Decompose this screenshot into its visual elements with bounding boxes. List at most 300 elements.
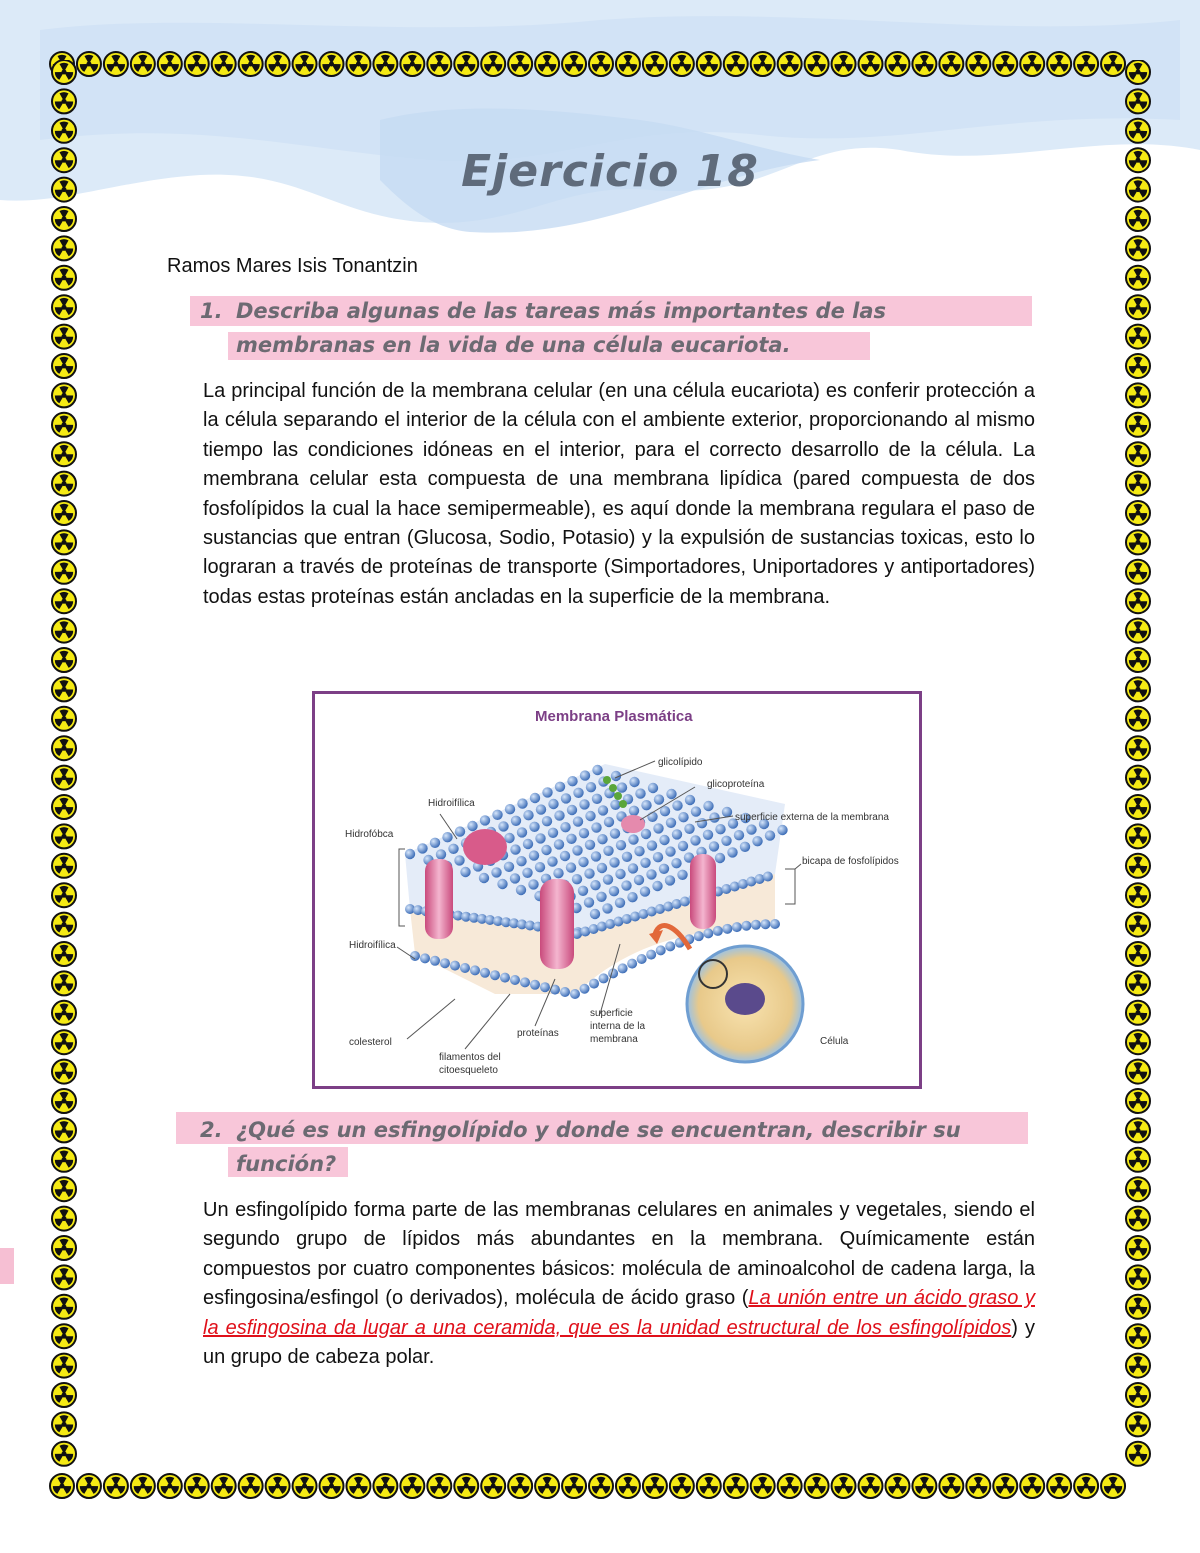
phospholipid-head [640,886,650,896]
radiation-icon [52,1001,76,1025]
radiation-icon [52,1265,76,1289]
radiation-icon [912,52,936,76]
radiation-icon [454,52,478,76]
radiation-icon [373,1474,397,1498]
phospholipid-head [653,823,663,833]
phospholipid-head [727,847,737,857]
radiation-icon [52,60,76,84]
left-radiation-border [44,60,84,1490]
phospholipid-head [580,984,590,994]
radiation-icon [266,52,290,76]
radiation-icon [52,913,76,937]
label-hidrofobica: Hidrofóbca [345,829,394,840]
phospholipid-head [528,879,538,889]
channel-protein-right [690,854,716,929]
cell-nucleus [725,983,765,1015]
phospholipid-head [430,956,440,966]
phospholipid-head [648,783,658,793]
radiation-icon [1126,1060,1150,1084]
radiation-icon [1126,383,1150,407]
answer2-part1: Un esfingolípido forma parte de las membranas celulares en animales y vegetales, siendo el segundo grupo de lípidos más abundantes en la membrana. Químicamente están compuestos por cuatro componentes básicos: molécula de aminoalcohol de cadena larga, la esfingosina/esfingol (o derivados), molécula de ácido graso ( [203,1199,1035,1310]
phospholipid-head [542,787,552,797]
phospholipid-head [760,919,770,929]
phospholipid-head [573,816,583,826]
radiation-icon [1126,530,1150,554]
phospholipid-head [517,798,527,808]
radiation-icon [427,52,451,76]
radiation-icon [400,1474,424,1498]
radiation-icon [1126,1324,1150,1348]
phospholipid-head [504,862,514,872]
phospholipid-head [440,958,450,968]
radiation-icon [52,883,76,907]
radiation-icon [52,1295,76,1319]
radiation-icon [1126,1354,1150,1378]
radiation-icon [320,52,344,76]
radiation-icon [1047,52,1071,76]
radiation-icon [1126,1265,1150,1289]
decorative-pink-mark [0,1248,14,1284]
phospholipid-head [635,788,645,798]
phospholipid-head [516,856,526,866]
radiation-icon [562,52,586,76]
radiation-icon [1126,1118,1150,1142]
phospholipid-head [580,770,590,780]
phospholipid-head [678,812,688,822]
radiation-icon [1126,854,1150,878]
radiation-icon [1126,1148,1150,1172]
phospholipid-head [492,810,502,820]
phospholipid-head [542,816,552,826]
phospholipid-head [578,857,588,867]
phospholipid-head [665,941,675,951]
right-radiation-border [1118,60,1158,1490]
radiation-icon [52,295,76,319]
phospholipid-head [722,807,732,817]
phospholipid-head [417,843,427,853]
phospholipid-head [615,869,625,879]
phospholipid-head [596,892,606,902]
phospholipid-head [467,821,477,831]
radiation-icon [346,52,370,76]
phospholipid-head [685,795,695,805]
phospholipid-head [627,959,637,969]
channel-protein-middle [540,879,574,969]
label-celula: Célula [820,1036,849,1047]
phospholipid-head [529,822,539,832]
phospholipid-head [585,840,595,850]
phospholipid-head [585,811,595,821]
radiation-icon [562,1474,586,1498]
label-proteinas: proteínas [517,1028,559,1039]
question1-line2: membranas en la vida de una célula eucariota. [236,333,791,357]
phospholipid-head [479,873,489,883]
radiation-icon [52,677,76,701]
radiation-icon [373,52,397,76]
surface-protein [463,829,507,865]
phospholipid-head [590,880,600,890]
radiation-icon [52,824,76,848]
radiation-icon [52,854,76,878]
label-superficie-interna-2: interna de la [590,1021,646,1032]
radiation-icon [1126,236,1150,260]
radiation-icon [52,530,76,554]
radiation-icon [52,736,76,760]
phospholipid-head [621,880,631,890]
phospholipid-head [584,868,594,878]
radiation-icon [52,766,76,790]
phospholipid-head [536,804,546,814]
phospholipid-head [615,898,625,908]
phospholipid-head [572,845,582,855]
phospholipid-head [523,810,533,820]
radiation-icon [1126,1236,1150,1260]
phospholipid-head [553,868,563,878]
label-hidrofilica-bottom: Hidroifílica [349,940,396,951]
radiation-icon [1126,266,1150,290]
radiation-icon [52,971,76,995]
phospholipid-head [616,840,626,850]
radiation-icon [1126,354,1150,378]
radiation-icon [1126,501,1150,525]
radiation-icon [670,52,694,76]
radiation-icon [508,1474,532,1498]
answer2-paragraph [203,1196,1035,1372]
question2-line2: función? [236,1152,337,1176]
phospholipid-head [420,953,430,963]
radiation-icon [266,1474,290,1498]
radiation-icon [616,1474,640,1498]
radiation-icon [966,52,990,76]
phospholipid-head [652,881,662,891]
question1-number: 1. [200,299,223,323]
radiation-icon [185,52,209,76]
phospholipid-head [516,885,526,895]
radiation-icon [1047,1474,1071,1498]
phospholipid-head [572,874,582,884]
radiation-icon [966,1474,990,1498]
radiation-icon [427,1474,451,1498]
phospholipid-head [741,921,751,931]
phospholipid-head [672,800,682,810]
radiation-icon [52,89,76,113]
radiation-icon [239,1474,263,1498]
radiation-icon [212,1474,236,1498]
radiation-icon [1126,766,1150,790]
radiation-icon [52,207,76,231]
phospholipid-head [656,945,666,955]
radiation-icon [993,52,1017,76]
radiation-icon [52,1148,76,1172]
radiation-icon [131,52,155,76]
question1 [200,294,1040,366]
phospholipid-head [520,977,530,987]
phospholipid-head [497,879,507,889]
phospholipid-head [548,828,558,838]
phospholipid-head [709,841,719,851]
radiation-icon [939,52,963,76]
phospholipid-head [548,799,558,809]
phospholipid-head [647,812,657,822]
phospholipid-head [578,886,588,896]
radiation-icon [1126,1383,1150,1407]
phospholipid-head [455,826,465,836]
radiation-icon [104,1474,128,1498]
radiation-icon [52,472,76,496]
phospholipid-head [697,818,707,828]
channel-protein-left [425,859,453,939]
phospholipid-head [653,852,663,862]
label-superficie-interna-1: superficie [590,1008,633,1019]
radiation-icon [1126,148,1150,172]
radiation-icon [535,1474,559,1498]
radiation-icon [993,1474,1017,1498]
phospholipid-head [641,829,651,839]
phospholipid-head [597,834,607,844]
phospholipid-head [555,782,565,792]
radiation-icon [643,1474,667,1498]
phospholipid-head [640,858,650,868]
radiation-icon [52,1324,76,1348]
phospholipid-head [561,793,571,803]
label-filamentos-2: citoesqueleto [439,1065,498,1076]
phospholipid-head [617,782,627,792]
radiation-icon [643,52,667,76]
radiation-icon [1126,589,1150,613]
phospholipid-head [480,968,490,978]
radiation-icon [885,1474,909,1498]
phospholipid-head [770,919,780,929]
phospholipid-head [609,857,619,867]
phospholipid-head [665,846,675,856]
radiation-icon [52,148,76,172]
radiation-icon [589,52,613,76]
phospholipid-head [442,832,452,842]
phospholipid-head [448,844,458,854]
page-title: Ejercicio 18 [461,146,759,197]
phospholipid-head [715,853,725,863]
phospholipid-head [646,869,656,879]
radiation-icon [52,266,76,290]
radiation-icon [1126,207,1150,231]
radiation-icon [1126,619,1150,643]
radiation-icon [535,52,559,76]
phospholipid-head [405,849,415,859]
radiation-icon [1126,1442,1150,1466]
membrane-figure [312,691,922,1089]
answer2-part2: ) y un grupo de cabeza polar. [203,1316,1036,1369]
phospholipid-head [529,850,539,860]
radiation-icon [104,52,128,76]
membrane-diagram [315,694,919,1086]
radiation-icon [1020,52,1044,76]
label-superficie-interna-3: membrana [590,1034,638,1045]
radiation-icon [1126,1089,1150,1113]
phospholipid-head [672,829,682,839]
radiation-icon [52,619,76,643]
phospholipid-head [609,886,619,896]
radiation-icon [832,1474,856,1498]
phospholipid-head [599,973,609,983]
phospholipid-head [498,821,508,831]
phospholipid-head [541,845,551,855]
radiation-icon [1126,472,1150,496]
phospholipid-head [567,776,577,786]
phospholipid-head [454,855,464,865]
phospholipid-head [598,805,608,815]
phospholipid-head [586,782,596,792]
phospholipid-head [511,816,521,826]
phospholipid-head [634,846,644,856]
glycoprotein-blob [621,815,645,833]
phospholipid-head [734,830,744,840]
phospholipid-head [641,800,651,810]
phospholipid-head [530,980,540,990]
radiation-icon [293,1474,317,1498]
phospholipid-head [610,828,620,838]
phospholipid-head [491,867,501,877]
radiation-icon [52,1354,76,1378]
question2-line1: ¿Qué es un esfingolípido y donde se encuentran, describir su [236,1118,961,1142]
phospholipid-head [618,963,628,973]
phospholipid-head [436,849,446,859]
header-watercolor-wash [0,0,1200,260]
radiation-icon [454,1474,478,1498]
radiation-icon [1126,1030,1150,1054]
phospholipid-head [566,834,576,844]
radiation-icon [885,52,909,76]
phospholipid-head [460,963,470,973]
answer2-highlighted-text: La unión entre un ácido graso y la esfingosina da lugar a una ceramida, que es la unidad estructural de los esfingolípidos [203,1287,1035,1339]
radiation-icon [912,1474,936,1498]
radiation-icon [52,560,76,584]
phospholipid-head [510,873,520,883]
radiation-icon [52,707,76,731]
radiation-icon [1126,648,1150,672]
radiation-icon [724,52,748,76]
phospholipid-head [677,870,687,880]
question2-number: 2. [200,1118,223,1142]
phospholipid-head [690,835,700,845]
label-colesterol: colesterol [349,1037,392,1048]
phospholipid-head [535,833,545,843]
radiation-icon [52,354,76,378]
phospholipid-head [637,954,647,964]
radiation-icon [52,1442,76,1466]
phospholipid-head [732,922,742,932]
question2 [200,1113,1040,1185]
radiation-icon [320,1474,344,1498]
phospholipid-head [721,836,731,846]
radiation-icon [1126,1412,1150,1436]
phospholipid-head [589,979,599,989]
phospholipid-head [522,868,532,878]
phospholipid-head [659,835,669,845]
phospholipid-head [517,827,527,837]
radiation-icon [131,1474,155,1498]
radiation-icon [52,1383,76,1407]
label-hidrofilica-top: Hidroifílica [428,798,475,809]
phospholipid-head [629,806,639,816]
phospholipid-head [765,830,775,840]
phospholipid-head [722,924,732,934]
radiation-icon [1126,1001,1150,1025]
radiation-icon [670,1474,694,1498]
phospholipid-head [647,840,657,850]
phospholipid-head [579,828,589,838]
radiation-icon [1126,89,1150,113]
radiation-icon [52,413,76,437]
radiation-icon [859,1474,883,1498]
phospholipid-head [597,863,607,873]
phospholipid-head [554,810,564,820]
phospholipid-head [530,793,540,803]
radiation-icon [52,942,76,966]
radiation-icon [697,52,721,76]
phospholipid-head [713,926,723,936]
phospholipid-head [500,973,510,983]
phospholipid-head [570,989,580,999]
phospholipid-head [604,817,614,827]
phospholipid-head [694,931,704,941]
radiation-icon [52,442,76,466]
radiation-icon [481,52,505,76]
answer1-paragraph: La principal función de la membrana celular (en una célula eucariota) es conferir protección a la célula separando el interior de la célula con el ambiente exterior, proporcionando al mismo tiempo las condiciones idóneas en el interior, para el correcto desarrollo de la célula. La membrana celular esta compuesta de una membrana lipídica (pared compuesta de dos fosfolípidos la cual la hace semipermeable), es aquí donde la membrana regulara el paso de sustancias que entran (Glucosa, Sodio, Potasio) y la expulsión de sustancias toxicas, esto lo lograran a través de proteínas de transporte (Simportadores, Uniportadores y antiportadores) todas estas proteínas están ancladas en la superficie de la membrana. [203,380,1035,608]
question1-line1: Describa algunas de las tareas más importantes de las [236,299,886,323]
phospholipid-head [566,862,576,872]
radiation-icon [805,1474,829,1498]
radiation-icon [158,52,182,76]
radiation-icon [1126,413,1150,437]
radiation-icon [1126,560,1150,584]
radiation-icon [52,325,76,349]
label-bicapa: bicapa de fosfolípidos [802,856,899,867]
phospholipid-head [752,836,762,846]
phospholipid-head [666,789,676,799]
phospholipid-head [703,830,713,840]
radiation-icon [751,1474,775,1498]
phospholipid-head [763,872,773,882]
phospholipid-head [709,812,719,822]
phospholipid-head [665,875,675,885]
radiation-icon [859,52,883,76]
phospholipid-head [777,825,787,835]
radiation-icon [1126,677,1150,701]
phospholipid-head [510,844,520,854]
radiation-icon [293,52,317,76]
phospholipid-head [666,818,676,828]
radiation-icon [1126,707,1150,731]
radiation-icon [1126,942,1150,966]
phospholipid-head [560,987,570,997]
phospholipid-head [410,951,420,961]
radiation-icon [1126,971,1150,995]
radiation-icon [1126,1295,1150,1319]
phospholipid-head [579,799,589,809]
phospholipid-head [691,806,701,816]
phospholipid-head [510,975,520,985]
radiation-icon [751,52,775,76]
phospholipid-head [523,839,533,849]
radiation-icon [52,1060,76,1084]
phospholipid-head [590,909,600,919]
phospholipid-head [671,858,681,868]
phospholipid-head [591,822,601,832]
radiation-icon [1126,1177,1150,1201]
radiation-icon [52,1207,76,1231]
radiation-icon [1126,736,1150,760]
radiation-icon [52,1177,76,1201]
